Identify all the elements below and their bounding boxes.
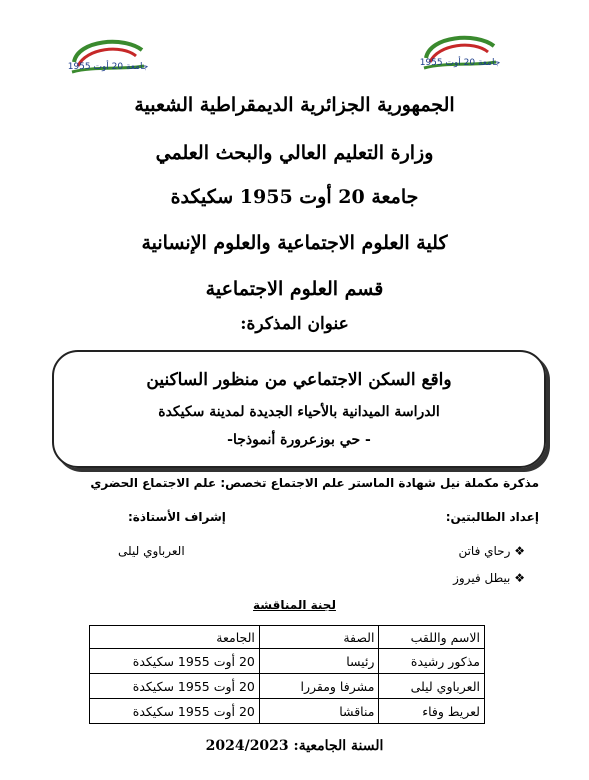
member-role: مناقشا	[259, 699, 379, 724]
prepared-by-label: إعداد الطالبتين:	[445, 510, 539, 524]
memo-subtitle: الدراسة الميدانية بالأحياء الجديدة لمدينة سكيكدة	[158, 404, 440, 420]
supervisor-name: العرباوي ليلى	[118, 544, 185, 558]
bullet-icon: ❖	[514, 544, 525, 558]
member-name: لعريط وفاء	[379, 699, 485, 724]
ministry-name: وزارة التعليم العالي والبحث العلمي	[155, 142, 434, 164]
memo-example: - حي بوزعرورة أنموذجا-	[227, 432, 371, 448]
university-logo-left	[64, 36, 150, 82]
faculty-name: كلية العلوم الاجتماعية والعلوم الإنسانية	[141, 232, 448, 254]
member-university: 20 أوت 1955 سكيكدة	[90, 699, 260, 724]
member-name: مذكور رشيدة	[379, 649, 485, 674]
table-row	[90, 674, 485, 699]
member-role: رئيسا	[259, 649, 379, 674]
student-name: رحاي فاتن	[458, 544, 511, 558]
column-header: الاسم واللقب	[379, 626, 485, 649]
academic-year: السنة الجامعية: 2024/2023	[205, 738, 384, 754]
supervisor-label: إشراف الأستاذة:	[128, 510, 226, 524]
table-header-row	[90, 626, 485, 649]
svg-text:جامعة 20 أوت 1955: جامعة 20 أوت 1955	[419, 58, 501, 68]
memo-title-label: عنوان المذكرة:	[240, 314, 349, 334]
student-name: بيطل فيروز	[453, 571, 511, 585]
university-name: جامعة 20 أوت 1955 سكيكدة	[170, 186, 419, 208]
member-university: 20 أوت 1955 سكيكدة	[90, 674, 260, 699]
student-item	[453, 571, 525, 585]
degree-note: مذكرة مكملة نيل شهادة الماستر علم الاجتماع تخصص: علم الاجتماع الحضري	[90, 476, 539, 490]
memo-title: واقع السكن الاجتماعي من منظور الساكنين	[146, 370, 452, 390]
table-row	[90, 649, 485, 674]
member-name: العرباوي ليلى	[379, 674, 485, 699]
department-name: قسم العلوم الاجتماعية	[205, 278, 384, 300]
republic-name: الجمهورية الجزائرية الديمقراطية الشعبية	[134, 94, 455, 116]
bullet-icon: ❖	[514, 571, 525, 585]
table-row	[90, 699, 485, 724]
committee-table	[89, 625, 485, 724]
svg-text:جامعة 20 أوت 1955: جامعة 20 أوت 1955	[67, 62, 149, 72]
member-role: مشرفا ومقررا	[259, 674, 379, 699]
committee-title: لجنة المناقشة	[253, 598, 336, 612]
memo-title-box	[52, 350, 546, 468]
student-item	[458, 544, 525, 558]
university-logo-right	[416, 32, 502, 78]
member-university: 20 أوت 1955 سكيكدة	[90, 649, 260, 674]
column-header: الصفة	[259, 626, 379, 649]
column-header: الجامعة	[90, 626, 260, 649]
